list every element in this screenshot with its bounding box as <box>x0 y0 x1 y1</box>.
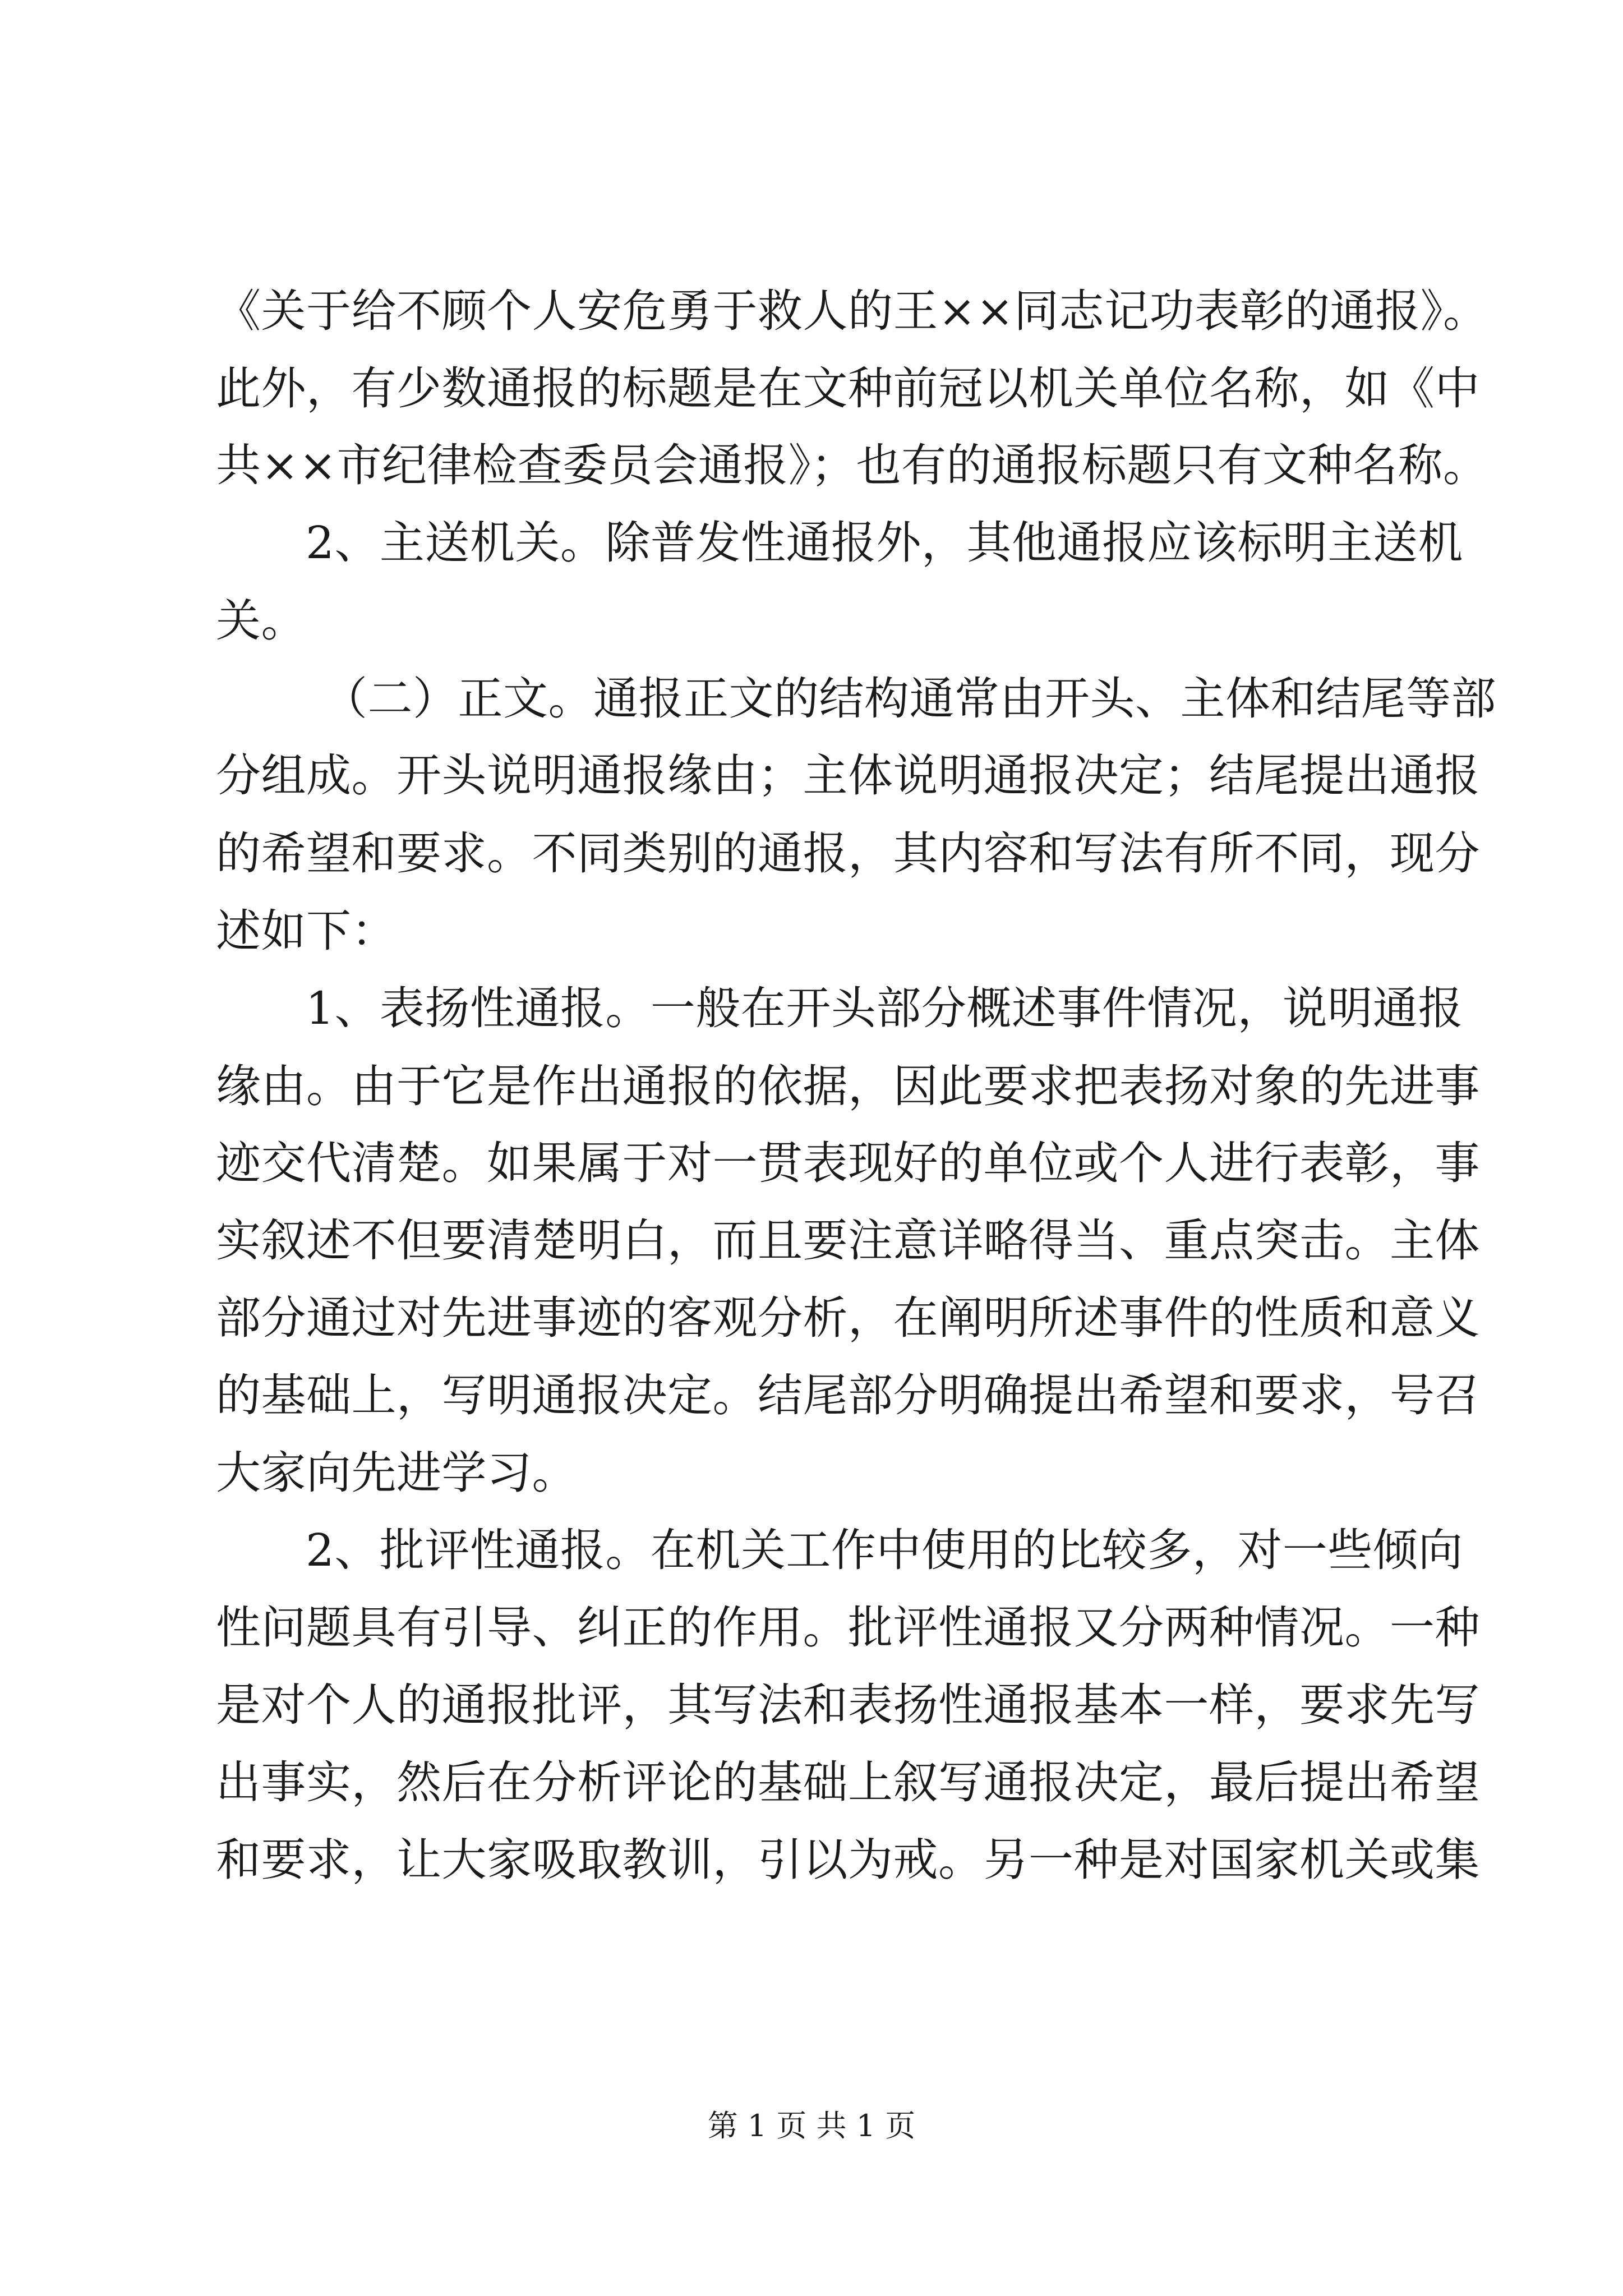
body-line-19: 是对个人的通报批评，其写法和表扬性通报基本一样，要求先写 <box>216 1679 1480 1731</box>
body-line-16: 大家向先进学习。 <box>216 1447 577 1499</box>
body-line-13: 实叙述不但要清楚明白，而且要注意详略得当、重点突击。主体 <box>216 1214 1480 1267</box>
body-line-17: 2、批评性通报。在机关工作中使用的比较多，对一些倾向 <box>306 1524 1463 1576</box>
body-line-3: 共××市纪律检查委员会通报》；也有的通报标题只有文种名称。 <box>216 439 1488 491</box>
body-line-9: 述如下： <box>216 905 396 957</box>
page-footer: 第 1 页 共 1 页 <box>707 2108 916 2143</box>
body-line-11: 缘由。由于它是作出通报的依据，因此要求把表扬对象的先进事 <box>216 1060 1480 1112</box>
body-line-5: 关。 <box>216 595 306 647</box>
body-line-10: 1、表扬性通报。一般在开头部分概述事件情况，说明通报 <box>306 982 1463 1034</box>
body-line-14: 部分通过对先进事迹的客观分析，在阐明所述事件的性质和意义 <box>216 1292 1480 1344</box>
body-line-7: 分组成。开头说明通报缘由；主体说明通报决定；结尾提出通报 <box>216 749 1480 802</box>
body-line-20: 出事实，然后在分析评论的基础上叙写通报决定，最后提出希望 <box>216 1756 1480 1809</box>
body-line-2: 此外，有少数通报的标题是在文种前冠以机关单位名称，如《中 <box>216 362 1480 415</box>
body-line-18: 性问题具有引导、纠正的作用。批评性通报又分两种情况。一种 <box>216 1602 1480 1654</box>
body-line-12: 迹交代清楚。如果属于对一贯表现好的单位或个人进行表彰，事 <box>216 1137 1480 1189</box>
body-line-1: 《关于给不顾个人安危勇于救人的王××同志记功表彰的通报》。 <box>216 285 1488 337</box>
body-line-8: 的希望和要求。不同类别的通报，其内容和写法有所不同，现分 <box>216 827 1480 880</box>
body-line-6: （二）正文。通报正文的结构通常由开头、主体和结尾等部 <box>322 673 1496 725</box>
body-line-21: 和要求，让大家吸取教训，引以为戒。另一种是对国家机关或集 <box>216 1834 1480 1886</box>
body-line-15: 的基础上，写明通报决定。结尾部分明确提出希望和要求，号召 <box>216 1369 1480 1421</box>
body-line-4: 2、主送机关。除普发性通报外，其他通报应该标明主送机 <box>306 517 1463 569</box>
